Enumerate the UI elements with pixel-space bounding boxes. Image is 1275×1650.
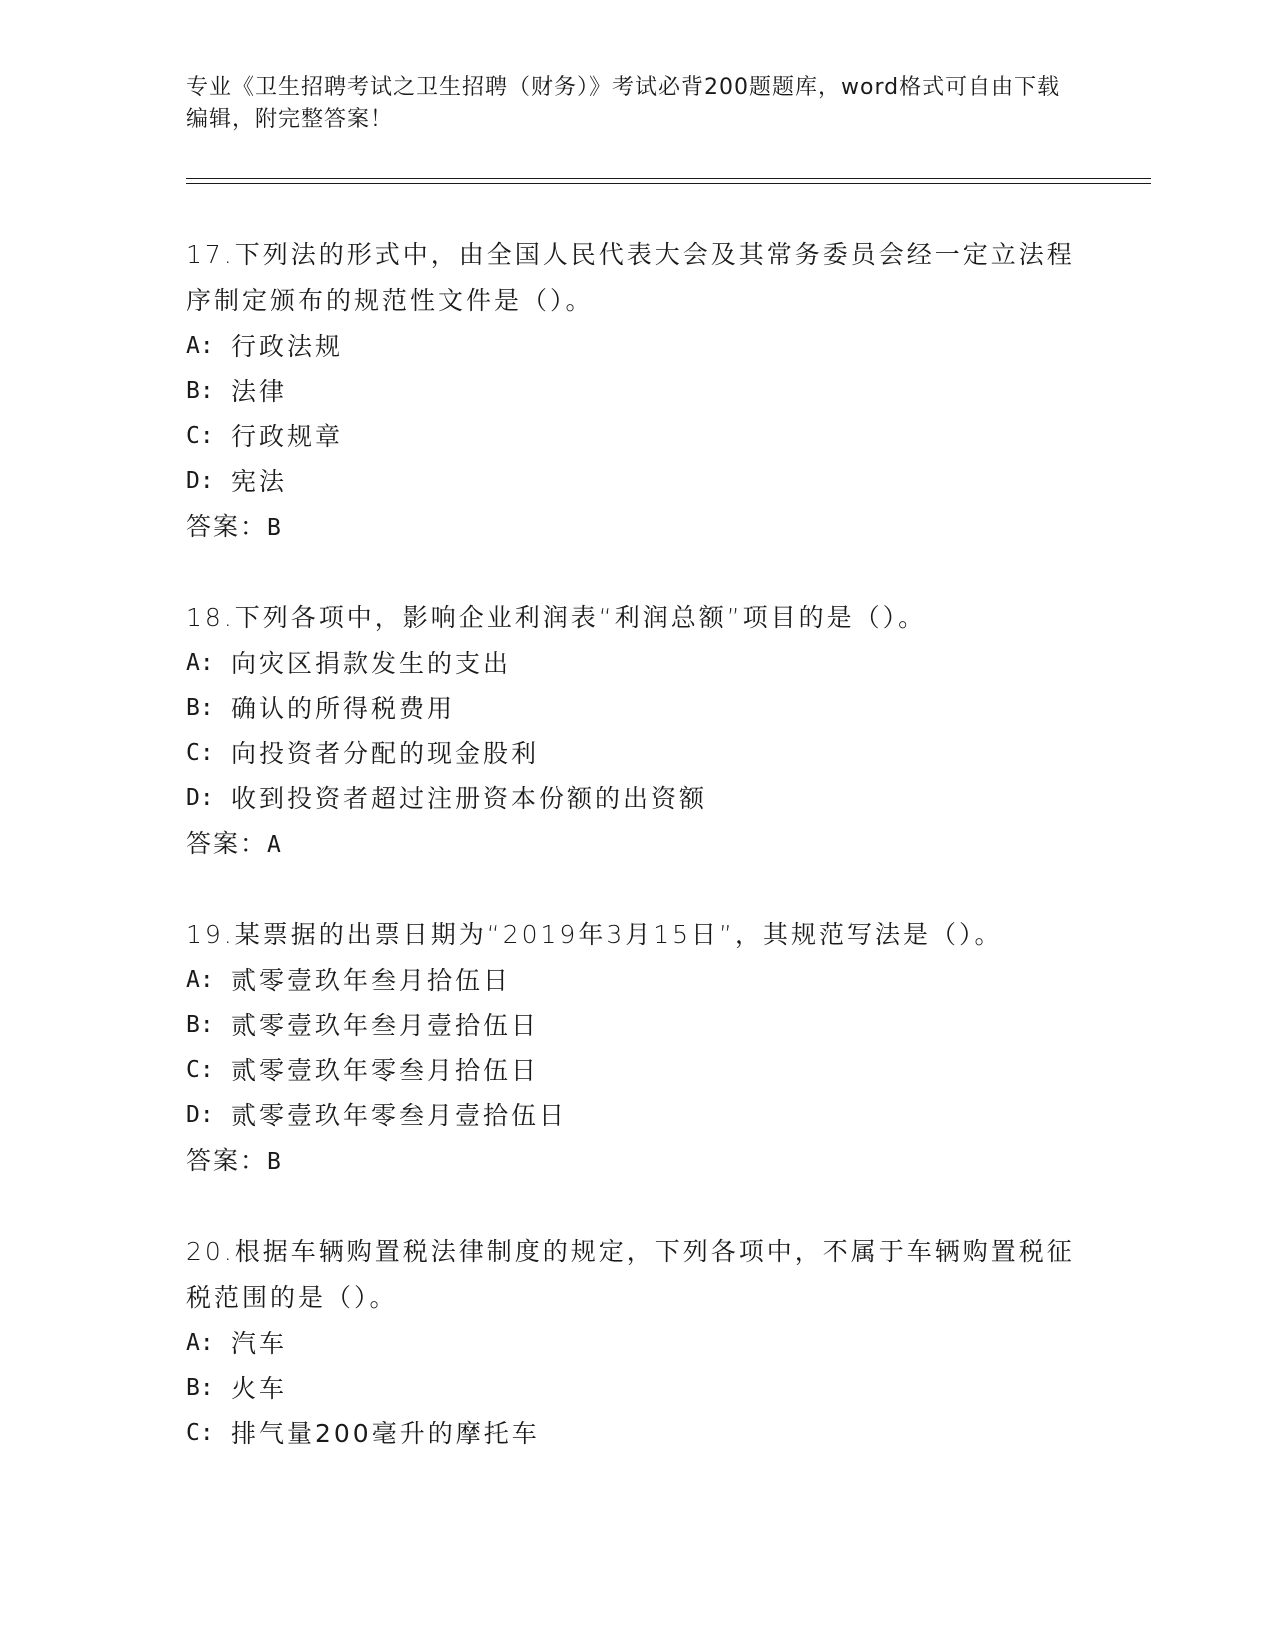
option-a [186, 324, 1086, 369]
option-text: 确认的所得税费用 [231, 694, 456, 723]
option-c [186, 731, 1086, 776]
answer-line [186, 821, 1086, 868]
option-text: 行政法规 [231, 332, 344, 361]
question-20 [186, 1229, 1086, 1456]
option-key: C: [186, 1420, 214, 1446]
answer-value: A [267, 832, 282, 858]
answer-label: 答案： [186, 1146, 268, 1175]
option-key: B: [186, 1012, 214, 1038]
answer-label: 答案： [186, 512, 268, 541]
answer-line [186, 504, 1086, 551]
option-key: C: [186, 740, 214, 766]
option-text: 行政规章 [231, 422, 344, 451]
option-a [186, 958, 1086, 1003]
header-rule-bottom [186, 183, 1151, 184]
option-c [186, 414, 1086, 459]
option-key: D: [186, 785, 214, 811]
option-text: 贰零壹玖年零叁月拾伍日 [231, 1056, 540, 1085]
option-c [186, 1411, 1086, 1456]
question-17 [186, 232, 1086, 551]
answer-label: 答案： [186, 829, 268, 858]
option-key: A: [186, 967, 214, 993]
option-text: 火车 [231, 1374, 288, 1403]
option-key: C: [186, 1057, 214, 1083]
question-stem: 18.下列各项中，影响企业利润表“利润总额”项目的是（）。 [186, 603, 927, 632]
option-text: 法律 [231, 377, 288, 406]
option-text: 贰零壹玖年叁月拾伍日 [231, 966, 512, 995]
option-d [186, 1093, 1086, 1138]
option-key: A: [186, 650, 214, 676]
question-18 [186, 595, 1086, 868]
option-text: 向灾区捐款发生的支出 [231, 649, 512, 678]
document-header: 专业《卫生招聘考试之卫生招聘（财务）》考试必背200题题库，word格式可自由下载编辑，附完整答案！ [186, 75, 1061, 132]
option-text: 汽车 [231, 1329, 288, 1358]
question-stem: 20.根据车辆购置税法律制度的规定，下列各项中，不属于车辆购置税征税范围的是（）。 [186, 1237, 1075, 1312]
option-c [186, 1048, 1086, 1093]
option-key: D: [186, 1102, 214, 1128]
option-key: B: [186, 1375, 214, 1401]
option-a [186, 1321, 1086, 1366]
option-text: 向投资者分配的现金股利 [231, 739, 540, 768]
option-text: 贰零壹玖年零叁月壹拾伍日 [231, 1101, 568, 1130]
answer-value: B [267, 1149, 282, 1175]
option-text: 贰零壹玖年叁月壹拾伍日 [231, 1011, 540, 1040]
option-d [186, 776, 1086, 821]
option-b [186, 1003, 1086, 1048]
option-key: C: [186, 423, 214, 449]
option-text: 收到投资者超过注册资本份额的出资额 [231, 784, 708, 813]
option-key: A: [186, 333, 214, 359]
option-text: 宪法 [231, 467, 288, 496]
option-key: D: [186, 468, 214, 494]
option-b [186, 686, 1086, 731]
option-key: A: [186, 1330, 214, 1356]
option-key: B: [186, 378, 214, 404]
option-a [186, 641, 1086, 686]
option-key: B: [186, 695, 214, 721]
question-stem: 19.某票据的出票日期为“2019年3月15日”，其规范写法是（）。 [186, 920, 1003, 949]
answer-value: B [267, 515, 282, 541]
option-b [186, 1366, 1086, 1411]
question-19 [186, 912, 1086, 1185]
option-text: 排气量200毫升的摩托车 [231, 1419, 540, 1448]
option-d [186, 459, 1086, 504]
answer-line [186, 1138, 1086, 1185]
question-stem: 17.下列法的形式中，由全国人民代表大会及其常务委员会经一定立法程序制定颁布的规范性文件是（）。 [186, 240, 1075, 315]
question-list [186, 232, 1086, 1500]
header-rule-top [186, 178, 1151, 179]
option-b [186, 369, 1086, 414]
